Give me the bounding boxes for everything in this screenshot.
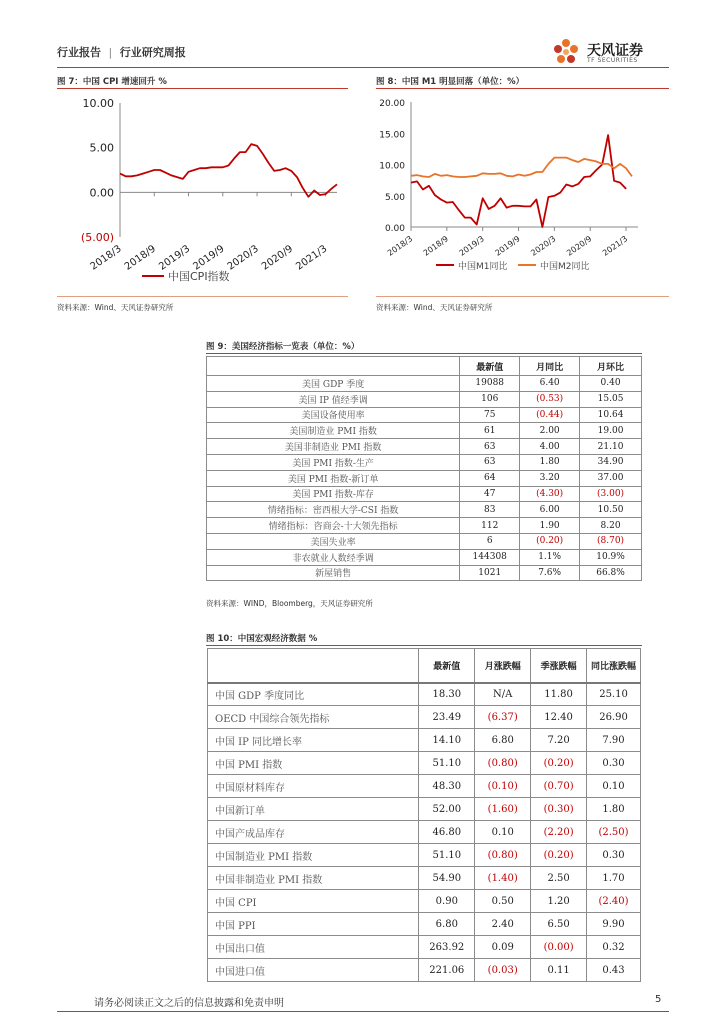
table-cell: 26.90 <box>587 706 641 729</box>
table-header-cell: 月环比 <box>580 357 642 376</box>
table-row <box>207 486 642 502</box>
row-label: 中国 GDP 季度同比 <box>208 683 419 706</box>
table-cell: 64 <box>460 470 520 486</box>
table-row <box>207 470 642 486</box>
fig7-bottom-rule <box>57 296 348 297</box>
table-row <box>208 683 641 706</box>
table-cell: 63 <box>460 439 520 455</box>
company-logo <box>549 38 669 68</box>
table-header-cell: 同比涨跌幅 <box>587 649 641 683</box>
y-tick-label: 20.00 <box>379 99 405 109</box>
row-label: 美国 PMI 指数-生产 <box>207 454 460 470</box>
table-row <box>207 439 642 455</box>
table-row <box>208 729 641 752</box>
table-cell: (2.40) <box>587 890 641 913</box>
legend-label: 中国M2同比 <box>540 262 590 272</box>
table-cell: (0.20) <box>531 752 587 775</box>
row-label: 中国制造业 PMI 指数 <box>208 844 419 867</box>
table-row <box>208 752 641 775</box>
row-label: 中国 CPI <box>208 890 419 913</box>
table-cell: (0.20) <box>531 844 587 867</box>
table-cell: 2.40 <box>475 913 531 936</box>
table-cell: 61 <box>460 423 520 439</box>
table-cell: 6.80 <box>419 913 475 936</box>
row-label: 美国 GDP 季度 <box>207 376 460 392</box>
y-tick-label: 5.00 <box>384 192 405 203</box>
x-tick-label: 2018/9 <box>122 243 158 273</box>
fig10-title-rule <box>206 645 642 646</box>
table-cell: 0.90 <box>419 890 475 913</box>
fig8-title-rule <box>376 88 669 89</box>
table-cell: 0.10 <box>587 775 641 798</box>
table-cell: 1.80 <box>520 454 580 470</box>
table-cell: 37.00 <box>580 470 642 486</box>
table-cell: 7.6% <box>520 565 580 581</box>
row-label: 中国原材料库存 <box>208 775 419 798</box>
page-header <box>57 38 669 66</box>
table-row <box>208 844 641 867</box>
table-cell: N/A <box>475 683 531 706</box>
fig9-source: 资料来源：WIND，Bloomberg，天风证券研究所 <box>206 599 373 608</box>
row-label: OECD 中国综合领先指标 <box>208 706 419 729</box>
row-label: 中国进口值 <box>208 959 419 982</box>
y-tick-label: 0.00 <box>384 224 405 234</box>
header-breadcrumb <box>57 44 186 60</box>
table-cell: (0.10) <box>475 775 531 798</box>
row-label: 美国失业率 <box>207 533 460 549</box>
y-tick-label: 0.00 <box>89 186 114 200</box>
table-cell: 1.90 <box>520 518 580 534</box>
table-row <box>208 890 641 913</box>
table-cell: 75 <box>460 407 520 423</box>
table-header-cell <box>208 649 419 683</box>
table-cell: 66.8% <box>580 565 642 581</box>
table-cell: 52.00 <box>419 798 475 821</box>
table-cell: 6.50 <box>531 913 587 936</box>
fig7-title-rule <box>57 88 348 89</box>
table-cell: 10.50 <box>580 502 642 518</box>
y-tick-label: 10.00 <box>379 161 405 172</box>
table-cell: 221.06 <box>419 959 475 982</box>
table-cell: 0.32 <box>587 936 641 959</box>
table-cell: 8.20 <box>580 518 642 534</box>
x-tick-label: 2018/9 <box>421 234 450 258</box>
footer-divider <box>57 1011 669 1012</box>
x-tick-label: 2021/3 <box>294 243 330 273</box>
table-cell: 2.50 <box>531 867 587 890</box>
table-cell: (2.20) <box>531 821 587 844</box>
table-cell: (6.37) <box>475 706 531 729</box>
table-cell: (8.70) <box>580 533 642 549</box>
table-cell: 7.90 <box>587 729 641 752</box>
row-label: 中国出口值 <box>208 936 419 959</box>
x-tick-label: 2019/3 <box>157 243 193 273</box>
row-label: 美国非制造业 PMI 指数 <box>207 439 460 455</box>
table-cell: (0.30) <box>531 798 587 821</box>
table-cell: 0.30 <box>587 752 641 775</box>
table-cell: 144308 <box>460 549 520 565</box>
table-row <box>207 502 642 518</box>
logo-subtitle: TF SECURITIES <box>587 57 638 64</box>
table-row <box>207 376 642 392</box>
china-macro-table <box>207 648 641 982</box>
table-cell: 0.10 <box>475 821 531 844</box>
table-row <box>208 706 641 729</box>
table-row <box>208 959 641 982</box>
table-cell: 1.20 <box>531 890 587 913</box>
table-header-cell: 最新值 <box>419 649 475 683</box>
table-cell: 2.00 <box>520 423 580 439</box>
table-cell: 1.1% <box>520 549 580 565</box>
x-tick-label: 2018/3 <box>385 234 415 258</box>
y-tick-label: (5.00) <box>80 231 114 244</box>
table-cell: 0.40 <box>580 376 642 392</box>
page-number: 5 <box>655 994 662 1005</box>
table-cell: (0.53) <box>520 391 580 407</box>
table-cell: 0.30 <box>587 844 641 867</box>
row-label: 美国 PMI 指数-库存 <box>207 486 460 502</box>
table-cell: (1.40) <box>475 867 531 890</box>
header-divider <box>57 67 669 68</box>
table-cell: 1.80 <box>587 798 641 821</box>
fig8-source: 资料来源：Wind、天风证券研究所 <box>376 303 493 312</box>
table-cell: 19088 <box>460 376 520 392</box>
table-cell: 0.11 <box>531 959 587 982</box>
table-header-row <box>207 357 642 376</box>
fig8-bottom-rule <box>376 296 669 297</box>
y-tick-label: 15.00 <box>379 130 405 141</box>
table-cell: 15.05 <box>580 391 642 407</box>
header-separator: | <box>108 46 113 59</box>
table-row <box>207 391 642 407</box>
x-tick-label: 2021/3 <box>600 234 630 258</box>
row-label: 美国 PMI 指数-新订单 <box>207 470 460 486</box>
table-cell: (0.80) <box>475 752 531 775</box>
footer-disclaimer: 请务必阅读正文之后的信息披露和免责申明 <box>94 998 284 1009</box>
fig7-title: 图 7：中国 CPI 增速回升 % <box>57 77 167 87</box>
table-cell: 9.90 <box>587 913 641 936</box>
table-cell: (0.80) <box>475 844 531 867</box>
x-tick-label: 2019/9 <box>191 243 227 273</box>
table-row <box>208 798 641 821</box>
logo-flower-icon <box>549 38 583 68</box>
table-cell: (0.70) <box>531 775 587 798</box>
table-cell: 11.80 <box>531 683 587 706</box>
legend-label: 中国M1同比 <box>458 262 508 272</box>
table-header-cell: 季涨跌幅 <box>531 649 587 683</box>
table-cell: 51.10 <box>419 752 475 775</box>
table-cell: 18.30 <box>419 683 475 706</box>
y-tick-label: 5.00 <box>89 141 114 155</box>
fig9-title: 图 9：美国经济指标一览表（单位：%） <box>206 342 360 352</box>
row-label: 情绪指标：咨商会-十大领先指标 <box>207 518 460 534</box>
x-tick-label: 2020/9 <box>565 234 594 258</box>
table-row <box>208 821 641 844</box>
table-row <box>207 454 642 470</box>
table-cell: 51.10 <box>419 844 475 867</box>
table-cell: 263.92 <box>419 936 475 959</box>
table-cell: 19.00 <box>580 423 642 439</box>
table-row <box>208 936 641 959</box>
table-cell: 0.09 <box>475 936 531 959</box>
row-label: 中国非制造业 PMI 指数 <box>208 867 419 890</box>
table-cell: 46.80 <box>419 821 475 844</box>
table-cell: (4.30) <box>520 486 580 502</box>
table-row <box>207 518 642 534</box>
table-cell: (0.20) <box>520 533 580 549</box>
table-header-cell <box>207 357 460 376</box>
logo-name: 天风证券 <box>587 43 643 59</box>
table-cell: 3.20 <box>520 470 580 486</box>
us-economy-table <box>206 356 642 581</box>
table-cell: 6 <box>460 533 520 549</box>
table-row <box>208 867 641 890</box>
table-cell: 0.43 <box>587 959 641 982</box>
table-cell: 63 <box>460 454 520 470</box>
table-cell: 6.80 <box>475 729 531 752</box>
row-label: 美国设备使用率 <box>207 407 460 423</box>
row-label: 中国 PMI 指数 <box>208 752 419 775</box>
fig9-title-rule <box>206 353 642 354</box>
table-cell: 21.10 <box>580 439 642 455</box>
fig8-title: 图 8：中国 M1 明显回落（单位：%） <box>376 77 525 87</box>
table-cell: 10.9% <box>580 549 642 565</box>
row-label: 非农就业人数经季调 <box>207 549 460 565</box>
table-cell: 106 <box>460 391 520 407</box>
row-label: 中国新订单 <box>208 798 419 821</box>
table-cell: 6.00 <box>520 502 580 518</box>
legend-label: 中国CPI指数 <box>168 270 230 283</box>
row-label: 美国制造业 PMI 指数 <box>207 423 460 439</box>
table-header-cell: 最新值 <box>460 357 520 376</box>
series-line-1 <box>120 144 337 197</box>
x-tick-label: 2019/9 <box>493 234 522 258</box>
table-header-cell: 月涨跌幅 <box>475 649 531 683</box>
row-label: 美国 IP 值经季调 <box>207 391 460 407</box>
row-label: 中国 IP 同比增长率 <box>208 729 419 752</box>
table-row <box>207 407 642 423</box>
table-cell: 1021 <box>460 565 520 581</box>
row-label: 新屋销售 <box>207 565 460 581</box>
table-cell: (2.50) <box>587 821 641 844</box>
table-cell: 48.30 <box>419 775 475 798</box>
table-row <box>207 533 642 549</box>
table-cell: 1.70 <box>587 867 641 890</box>
table-row <box>208 775 641 798</box>
m1-m2-line-chart <box>376 90 669 295</box>
table-row <box>207 565 642 581</box>
fig10-title: 图 10：中国宏观经济数据 % <box>206 634 318 644</box>
row-label: 情绪指标：密西根大学-CSI 指数 <box>207 502 460 518</box>
table-cell: 83 <box>460 502 520 518</box>
y-tick-label: 10.00 <box>82 97 114 110</box>
table-cell: (3.00) <box>580 486 642 502</box>
cpi-line-chart <box>57 90 348 295</box>
header-section-report: 行业报告 <box>57 46 101 59</box>
x-tick-label: 2020/3 <box>529 234 558 258</box>
table-cell: (0.03) <box>475 959 531 982</box>
row-label: 中国产成品库存 <box>208 821 419 844</box>
series-line-1 <box>411 135 626 227</box>
table-cell: (0.00) <box>531 936 587 959</box>
table-cell: 7.20 <box>531 729 587 752</box>
table-cell: 0.50 <box>475 890 531 913</box>
table-cell: 54.90 <box>419 867 475 890</box>
table-cell: 10.64 <box>580 407 642 423</box>
table-cell: (0.44) <box>520 407 580 423</box>
table-cell: 34.90 <box>580 454 642 470</box>
table-cell: 14.10 <box>419 729 475 752</box>
x-tick-label: 2020/9 <box>259 243 296 273</box>
x-tick-label: 2020/3 <box>225 243 261 273</box>
table-row <box>207 423 642 439</box>
x-tick-label: 2018/3 <box>88 243 124 273</box>
table-cell: 6.40 <box>520 376 580 392</box>
table-header-cell: 月同比 <box>520 357 580 376</box>
table-cell: 23.49 <box>419 706 475 729</box>
table-cell: 47 <box>460 486 520 502</box>
table-cell: (1.60) <box>475 798 531 821</box>
table-row <box>208 913 641 936</box>
table-cell: 112 <box>460 518 520 534</box>
table-cell: 25.10 <box>587 683 641 706</box>
table-cell: 4.00 <box>520 439 580 455</box>
row-label: 中国 PPI <box>208 913 419 936</box>
fig7-source: 资料来源：Wind、天风证券研究所 <box>57 303 174 312</box>
table-header-row <box>208 649 641 683</box>
table-row <box>207 549 642 565</box>
header-section-weekly: 行业研究周报 <box>119 46 186 59</box>
x-tick-label: 2019/3 <box>457 234 486 258</box>
table-cell: 12.40 <box>531 706 587 729</box>
